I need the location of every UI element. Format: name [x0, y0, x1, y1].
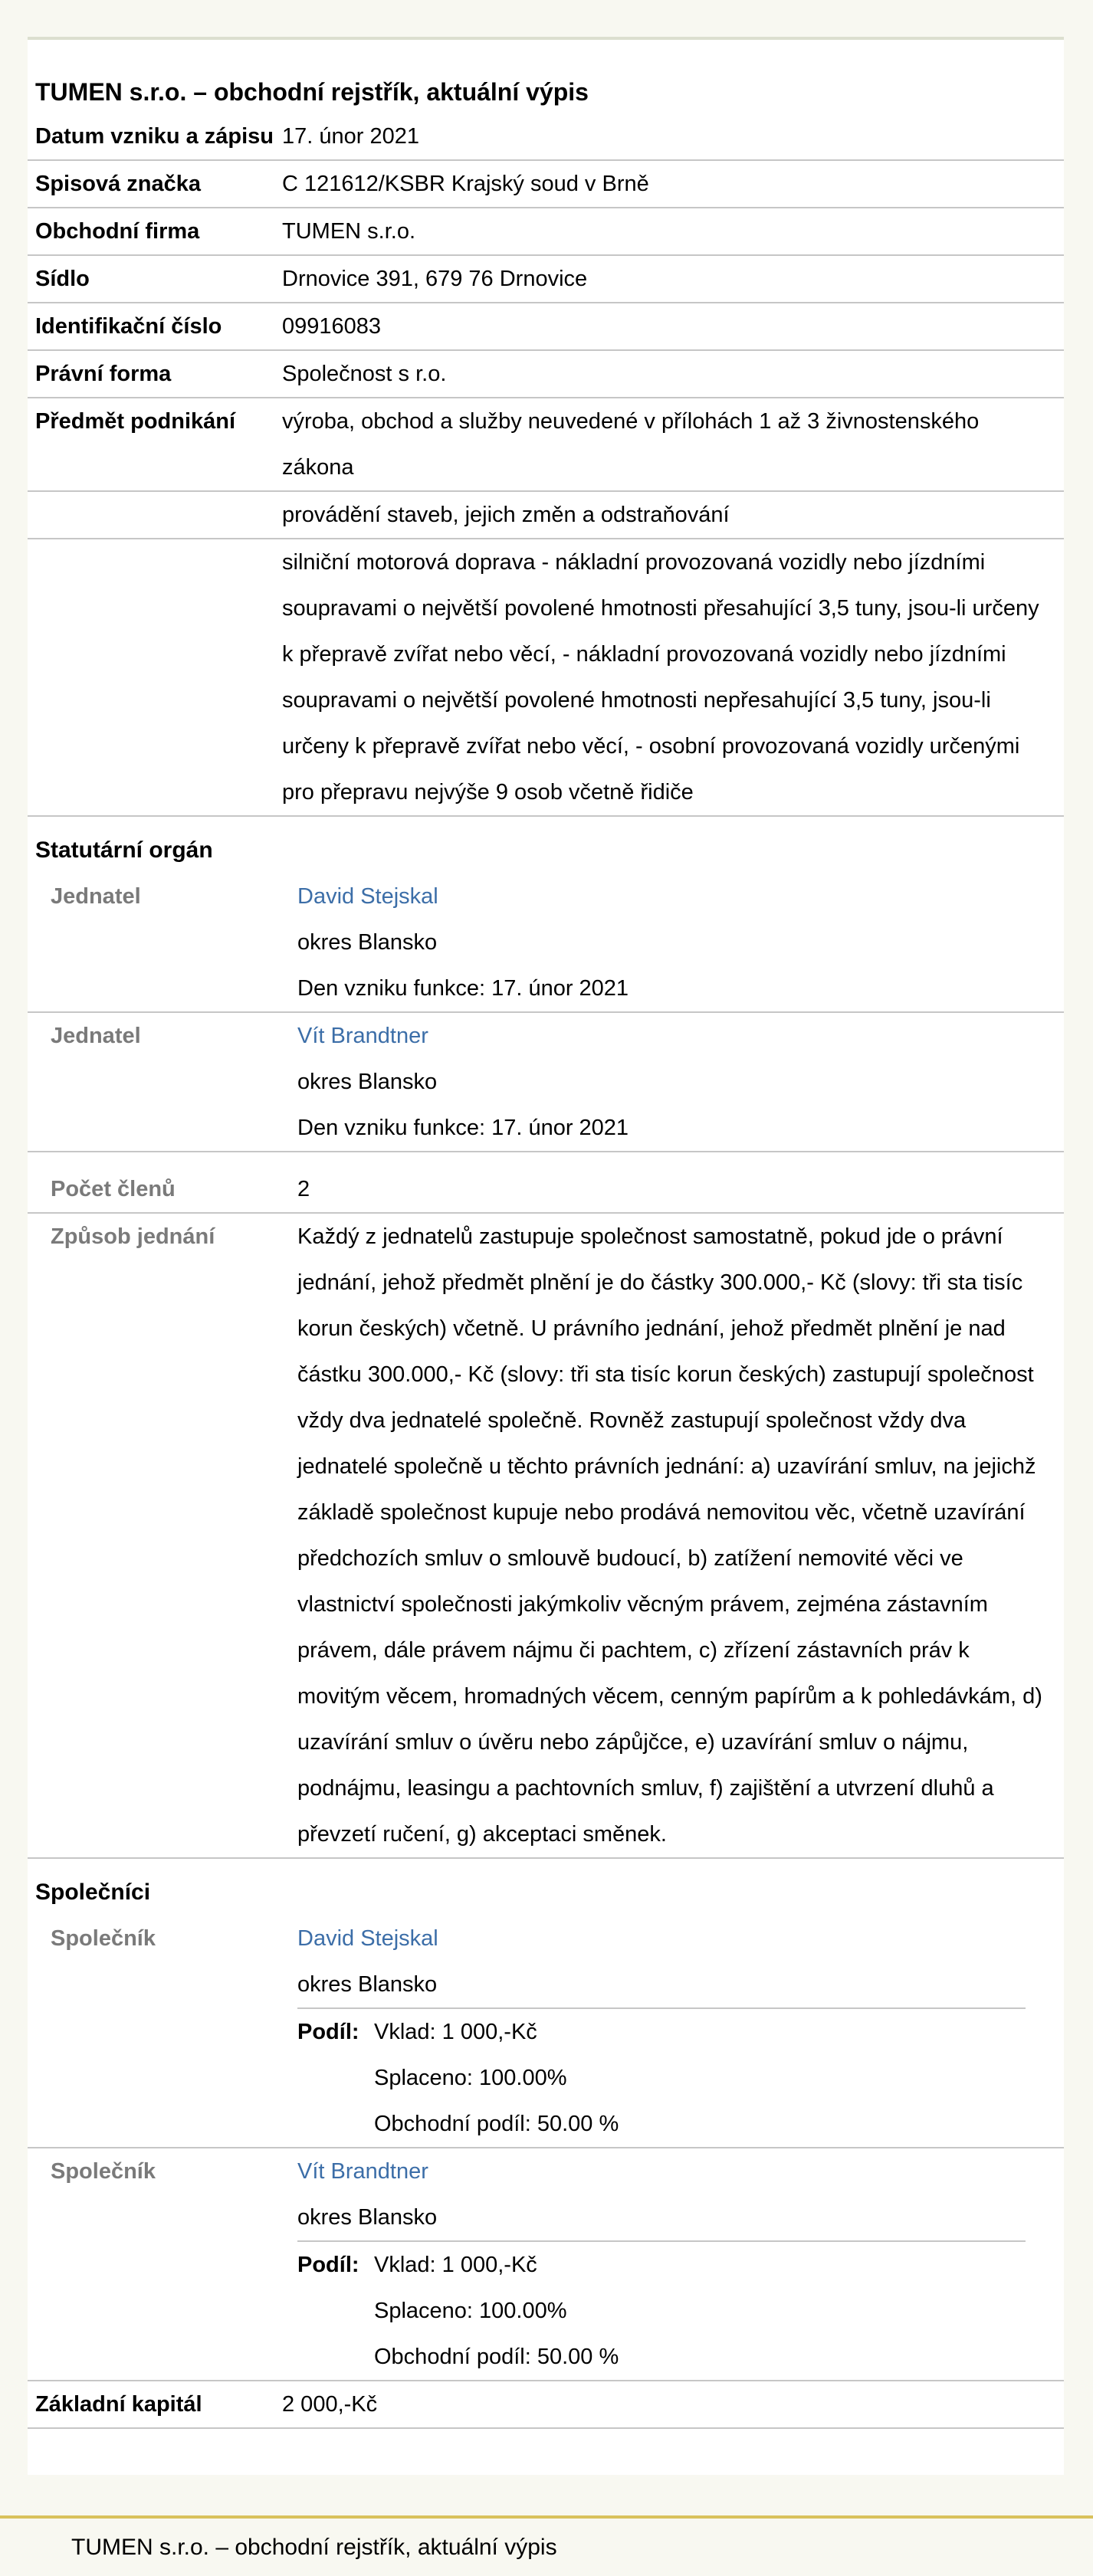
row-value: 2	[297, 1177, 310, 1201]
row-label: Identifikační číslo	[35, 314, 222, 339]
row-zakladni-kapital	[28, 2381, 1064, 2429]
row-label: Spisová značka	[35, 172, 201, 196]
business-share: Obchodní podíl: 50.00 %	[374, 2345, 619, 2369]
register-extract	[28, 37, 1064, 2475]
row-predmet-3	[28, 539, 1064, 817]
function-start: Den vzniku funkce: 17. únor 2021	[297, 976, 629, 1001]
person-link[interactable]: Vít Brandtner	[297, 2159, 428, 2184]
row-value: silniční motorová doprava - nákladní provozovaná vozidly nebo jízdními soupravami o největší povolené hmotnosti přesahující 3,5 tuny, jsou-li určeny k přepravě zvířat nebo věcí, - nákladní provozovaná vozidly nebo jízdními soupravami o největší povolené hmotnosti nepřesahující 3,5 tuny, jsou-li určeny k přepravě zvířat nebo věcí, - osobní provozovaná vozidly určenými pro přepravu nejvýše 9 osob včetně řidiče	[282, 550, 1039, 805]
person-link[interactable]: David Stejskal	[297, 1926, 438, 1951]
role-label: Společník	[51, 2159, 156, 2184]
role-label: Společník	[51, 1926, 156, 1951]
row-label: Způsob jednání	[51, 1224, 215, 1249]
row-value: Drnovice 391, 679 76 Drnovice	[282, 267, 588, 291]
function-start: Den vzniku funkce: 17. únor 2021	[297, 1116, 629, 1140]
footer-text: TUMEN s.r.o. – obchodní rejstřík, aktuální výpis	[71, 2535, 557, 2560]
row-datum	[28, 113, 1064, 161]
share-block	[297, 2007, 1026, 2147]
role-label: Jednatel	[51, 884, 141, 909]
page-title: TUMEN s.r.o. – obchodní rejstřík, aktuální výpis	[35, 78, 589, 106]
row-value: Každý z jednatelů zastupuje společnost samostatně, pokud jde o právní jednání, jehož předmět plnění je do částky 300.000,- Kč (slovy: tři sta tisíc korun českých) včetně. U právního jednání, jehož předmět plnění je nad částku 300.000,- Kč (slovy: tři sta tisíc korun českých) zastupují společnost vždy dva jednatelé společně. Rovněž zastupují společnost vždy dva jednatelé společně u těchto právních jednání: a) uzavírání smluv, na jejichž základě společnost kupuje nebo prodává nemovitou věc, včetně uzavírání předchozích smluv o smlouvě budoucí, b) zatížení nemovité věci ve vlastnictví společnosti jakýmkoliv věcným právem, zejména zástavním právem, dále právem nájmu či pachtem, c) zřízení zástavních práv k movitým věcem, hromadných věcem, cenným papírům a k pohledávkám, d) uzavírání smluv o úvěru nebo zápůjčce, e) uzavírání smluv o nájmu, podnájmu, leasingu a pachtovních smluv, f) zajištění a utvrzení dluhů a převzetí ručení, g) akceptaci směnek.	[297, 1224, 1042, 1847]
row-sidlo	[28, 256, 1064, 303]
district: okres Blansko	[297, 1070, 438, 1094]
footer	[0, 2515, 1093, 2576]
row-value: Společnost s r.o.	[282, 362, 447, 386]
row-predmet-2	[28, 492, 1064, 539]
partner	[28, 1916, 1064, 2148]
person-link[interactable]: Vít Brandtner	[297, 1024, 428, 1048]
row-value: výroba, obchod a služby neuvedené v přílohách 1 až 3 živnostenského zákona	[282, 409, 980, 480]
row-manner-of-acting	[28, 1214, 1064, 1859]
person-link[interactable]: David Stejskal	[297, 884, 438, 909]
row-label: Předmět podnikání	[35, 409, 236, 434]
row-value: 17. únor 2021	[282, 124, 419, 149]
district: okres Blansko	[297, 1972, 438, 1997]
statutory-member	[28, 1013, 1064, 1152]
row-pravni-forma	[28, 351, 1064, 398]
row-label: Počet členů	[51, 1177, 176, 1201]
district: okres Blansko	[297, 930, 438, 955]
row-value: 09916083	[282, 314, 382, 339]
row-value: 2 000,-Kč	[282, 2392, 378, 2417]
partner	[28, 2148, 1064, 2381]
row-label: Základní kapitál	[35, 2392, 202, 2417]
deposit: Vklad: 1 000,-Kč	[374, 2253, 537, 2277]
row-spisova-znacka	[28, 161, 1064, 208]
row-value: C 121612/KSBR Krajský soud v Brně	[282, 172, 649, 196]
statutory-member	[28, 873, 1064, 1013]
row-label: Sídlo	[35, 267, 90, 291]
row-value: provádění staveb, jejich změn a odstraňování	[282, 503, 730, 527]
share-label: Podíl:	[297, 2253, 359, 2277]
section-heading-partners: Společníci	[35, 1880, 151, 1905]
section-heading-statutory: Statutární orgán	[35, 837, 213, 863]
deposit: Vklad: 1 000,-Kč	[374, 2020, 537, 2044]
share-block	[297, 2240, 1026, 2380]
row-label: Právní forma	[35, 362, 172, 386]
paid: Splaceno: 100.00%	[374, 2066, 567, 2090]
row-label: Datum vzniku a zápisu	[35, 124, 274, 149]
row-value: TUMEN s.r.o.	[282, 219, 416, 244]
paid: Splaceno: 100.00%	[374, 2299, 567, 2323]
row-member-count	[28, 1166, 1064, 1214]
share-label: Podíl:	[297, 2020, 359, 2044]
role-label: Jednatel	[51, 1024, 141, 1048]
row-predmet-1	[28, 398, 1064, 492]
business-share: Obchodní podíl: 50.00 %	[374, 2112, 619, 2136]
district: okres Blansko	[297, 2205, 438, 2230]
row-ico	[28, 303, 1064, 351]
row-label: Obchodní firma	[35, 219, 200, 244]
row-obchodni-firma	[28, 208, 1064, 256]
